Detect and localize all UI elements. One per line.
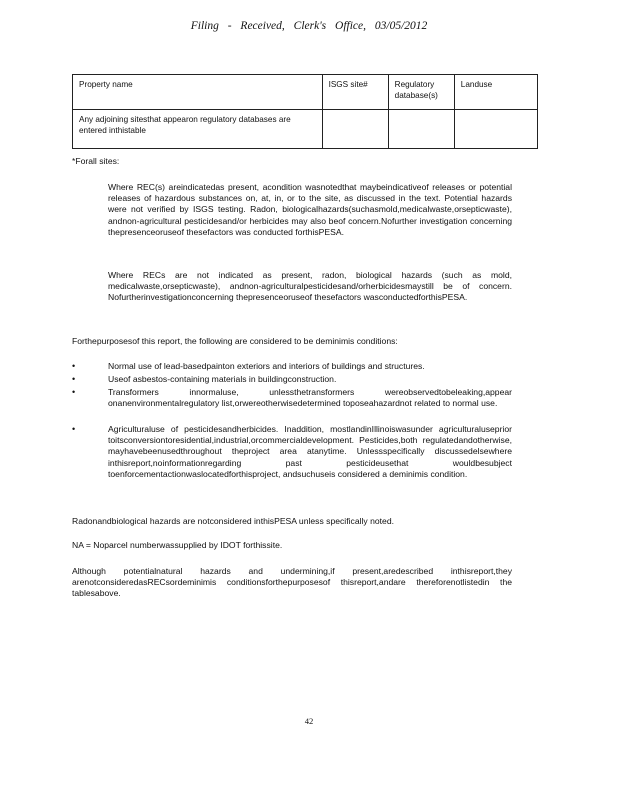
page-number: 42 — [304, 716, 314, 726]
table-cell: Any adjoining sitesthat appearon regulatory databases are entered inthistable — [73, 110, 323, 149]
bullet-marker: • — [72, 387, 76, 397]
bullet-transformers: Transformers innormaluse, unlessthetransformers wereobservedtobeleaking,appear onanenvironmentalregulatory list,orwereotherwisedetermined toposeahazardnot related to normal use. — [108, 387, 512, 409]
header-clerk: Clerk's — [293, 20, 327, 32]
bullet-lead-paint: Normal use of lead-basedpainton exteriors and interiors of buildings and structures. — [108, 361, 425, 371]
rec-absent-paragraph: Where RECs are not indicated as present, radon, biological hazards (such as mold, medicalwaste,orsepticwaste), andnon-agriculturalpesticidesand/orherbicidesmaystill be of concern. Nofurtherinvestigationconcerning thepresenceoruseof thesefactors wasconductedforthisPESA. — [108, 270, 512, 303]
property-table — [72, 74, 538, 149]
bullet-marker: • — [72, 361, 76, 371]
header-date: 03/05/2012 — [374, 20, 428, 32]
table-row — [73, 110, 538, 149]
table-cell — [322, 110, 388, 149]
col-header-regulatory-database: Regulatory database(s) — [388, 75, 454, 110]
for-all-sites-label: *Forall sites: — [72, 156, 120, 166]
col-header-landuse: Landuse — [454, 75, 537, 110]
na-note: NA = Noparcel numberwassupplied by IDOT forthissite. — [72, 540, 283, 550]
table-cell — [454, 110, 537, 149]
col-header-property-name: Property name — [73, 75, 323, 110]
radon-note: Radonandbiological hazards are notconsidered inthisPESA unless specifically noted. — [72, 516, 394, 526]
bullet-marker: • — [72, 374, 76, 384]
bullet-agricultural: Agriculturaluse of pesticidesandherbicides. Inaddition, mostlandinIllinoiswasunder agriculturaluseprior toitsconversiontoresidential,industrial,orcommercialdevelopment. Pesticides,both regulatedandotherwise, mayhavebeenusedthroughout theproject area atanytime. Unlessspecifically discussedelsewhere inthisreport,noinformationregarding past pesticideusethat wouldbesubject toenforcementactionwaslocatedforthisproject, andsuchuseis considered a deminimis condition. — [108, 424, 512, 479]
table-header-row — [73, 75, 538, 110]
header-office: Office, — [335, 20, 367, 32]
table-cell — [388, 110, 454, 149]
rec-present-paragraph: Where REC(s) areindicatedas present, acondition wasnotedthat maybeindicativeof releases or potential releases of hazardous substances on, at, in, or to the site, as discussed in the text. Potential hazards were not verified by ISGS testing. Radon, biologicalhazards(suchasmold,medicalwaste,orsepticwaste), andnon-agricultural pesticidesand/or herbicides may also beof concern.Nofurther investigation concerning thepresenceoruseof thesefactors was conducted forthisPESA. — [108, 182, 512, 237]
filing-header — [0, 20, 618, 32]
bullet-asbestos: Useof asbestos-containing materials in buildingconstruction. — [108, 374, 337, 384]
deminimis-intro: Forthepurposesof this report, the following are considered to be deminimis conditions: — [72, 336, 398, 346]
header-filing: Filing — [190, 20, 219, 32]
col-header-isgs-site: ISGS site# — [322, 75, 388, 110]
bullet-marker: • — [72, 424, 76, 434]
natural-hazards-note: Although potentialnatural hazards and undermining,if present,aredescribed inthisreport,they arenotconsideredasRECsordeminimis conditionsforthepurposesof thisreport,andare thereforenotlistedin the tablesabove. — [72, 566, 512, 599]
header-received: - Received, — [227, 20, 285, 32]
